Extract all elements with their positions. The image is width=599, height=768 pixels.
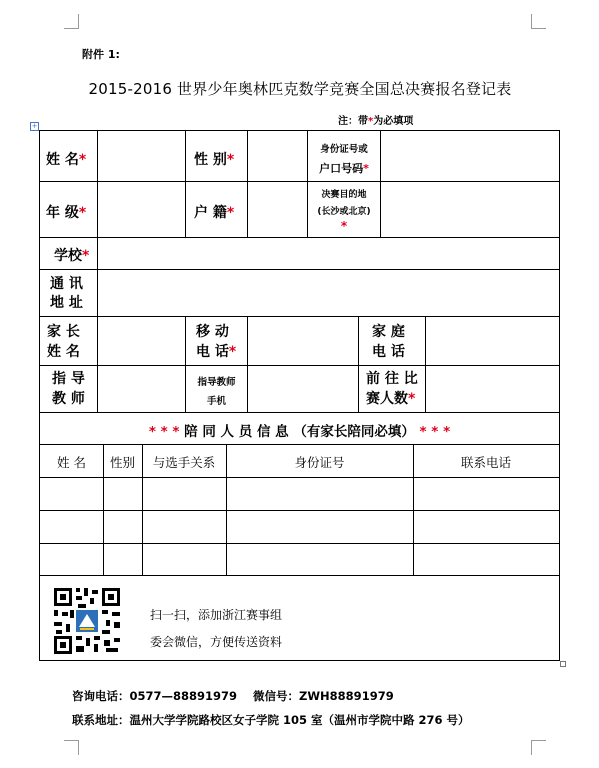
col-header-gender: 性别 (109, 455, 135, 470)
qr-code-icon (52, 586, 122, 656)
companion-heading: * * * 陪 同 人 员 信 息 （有家长陪同必填） * * * (148, 424, 451, 440)
final-destination-label: 决赛目的地 (长沙或北京) * (317, 190, 371, 233)
section-divider (40, 575, 559, 576)
grade-field[interactable] (98, 182, 184, 236)
col-header-phone: 联系电话 (460, 455, 511, 470)
gender-label: 性 别* (194, 152, 235, 168)
page-corner-mark (531, 740, 546, 755)
companion-row[interactable] (40, 478, 559, 509)
contact-info: 咨询电话：0577—88891979 微信号：ZWH88891979 (72, 689, 394, 703)
col-header-name: 姓 名 (57, 455, 86, 470)
grade-label: 年 级* (46, 205, 87, 221)
table-resize-handle-icon[interactable] (560, 661, 566, 667)
teacher-phone-field[interactable] (248, 366, 357, 411)
table-move-handle-icon[interactable]: + (31, 122, 38, 130)
col-header-id-number: 身份证号 (294, 455, 345, 470)
page-corner-mark (64, 14, 79, 29)
parent-name-label: 家 长 姓 名 (47, 324, 80, 360)
gender-field[interactable] (248, 132, 306, 180)
col-line (185, 131, 186, 237)
page-corner-mark (64, 740, 79, 755)
name-field[interactable] (98, 132, 184, 180)
address-label: 通 讯 地 址 (50, 276, 83, 311)
teacher-phone-label: 指导教师 手机 (197, 377, 236, 407)
col-line (358, 316, 359, 412)
school-field[interactable] (98, 238, 558, 268)
col-header-relation: 与选手关系 (152, 455, 216, 470)
mobile-phone-label: 移 动 电 话* (196, 324, 237, 360)
home-phone-field[interactable] (426, 317, 558, 364)
participant-count-label: 前 往 比 赛人数* (366, 371, 418, 407)
mobile-phone-field[interactable] (248, 317, 357, 364)
hukou-label: 户 籍* (194, 205, 235, 221)
contact-address: 联系地址：温州大学学院路校区女子学院 105 室（温州市学院中路 276 号） (72, 713, 470, 727)
required-note: 注：带*为必填项 (338, 116, 414, 127)
home-phone-label: 家 庭 电 话 (372, 324, 405, 360)
page-title: 2015-2016 世界少年奥林匹克数学竞赛全国总决赛报名登记表 (88, 80, 512, 98)
parent-name-field[interactable] (98, 317, 184, 364)
school-label: 学校* (54, 248, 90, 264)
address-field[interactable] (98, 270, 558, 315)
id-number-label: 身份证号或 户口号码* (319, 144, 369, 175)
row-line (40, 412, 559, 413)
companion-row[interactable] (40, 511, 559, 542)
qr-promo-line-2: 委会微信，方便传送资料 (150, 635, 283, 649)
hukou-field[interactable] (248, 182, 306, 236)
attachment-label: 附件 1: (82, 48, 120, 61)
teacher-label: 指 导 教 师 (52, 371, 85, 407)
row-line (40, 444, 559, 445)
participant-count-field[interactable] (426, 366, 558, 411)
qr-promo-line-1: 扫一扫，添加浙江赛事组 (150, 608, 283, 622)
name-label: 姓 名* (46, 152, 87, 168)
final-destination-field[interactable] (381, 182, 558, 236)
id-number-field[interactable] (381, 132, 558, 180)
teacher-field[interactable] (98, 366, 184, 411)
companion-row[interactable] (40, 544, 559, 574)
page-corner-mark (531, 14, 546, 29)
